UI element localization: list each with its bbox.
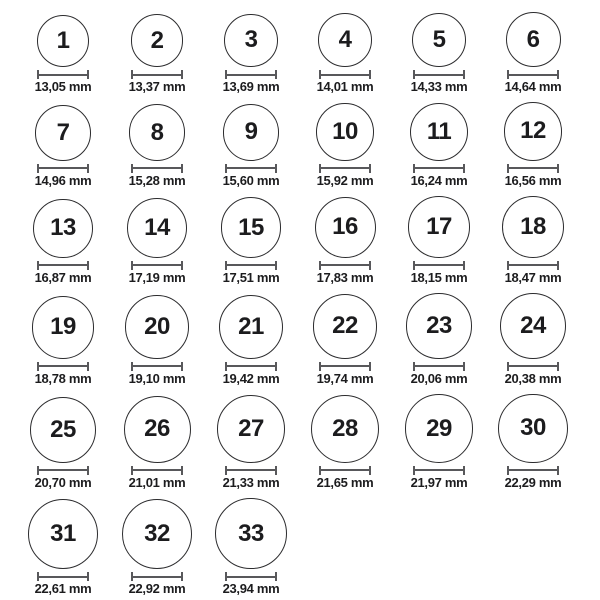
measure-bar	[133, 576, 181, 578]
ring-size-row	[16, 293, 600, 385]
measure-bar	[321, 469, 369, 471]
measure-bar	[415, 74, 463, 76]
diameter-measure-line	[413, 466, 465, 475]
ring-circle	[215, 498, 286, 569]
diameter-measure-line	[413, 362, 465, 371]
ring-size-item	[204, 197, 298, 283]
ring-size-item	[298, 103, 392, 186]
ring-size-number: 28	[332, 414, 358, 442]
ring-size-item	[204, 14, 298, 93]
ring-circle	[311, 395, 379, 463]
measure-tick-right	[181, 362, 183, 371]
measure-tick-right	[557, 466, 559, 475]
measure-tick-right	[557, 362, 559, 371]
ring-circle	[506, 12, 561, 67]
measure-tick-right	[463, 70, 465, 79]
ring-circle	[35, 105, 91, 161]
measure-bar	[509, 264, 557, 266]
diameter-label: 20,06 mm	[410, 370, 468, 386]
measure-tick-right	[275, 164, 277, 173]
ring-circle	[30, 397, 96, 463]
measure-tick-right	[87, 70, 89, 79]
ring-circle	[33, 199, 92, 258]
measure-bar	[227, 167, 275, 169]
ring-size-item	[486, 293, 580, 385]
diameter-measure-line	[37, 362, 89, 371]
diameter-label: 14,64 mm	[504, 79, 562, 94]
ring-size-number: 15	[238, 213, 264, 241]
measure-tick-right	[275, 572, 277, 581]
measure-bar	[415, 469, 463, 471]
measure-bar	[133, 469, 181, 471]
ring-size-number: 2	[150, 26, 164, 54]
measure-bar	[227, 264, 275, 266]
diameter-measure-line	[413, 70, 465, 79]
ring-size-row	[16, 196, 600, 284]
diameter-measure-line	[37, 261, 89, 270]
ring-size-number: 24	[520, 311, 546, 339]
ring-circle	[37, 15, 89, 67]
diameter-label: 21,33 mm	[222, 474, 280, 490]
ring-circle	[28, 499, 98, 569]
measure-tick-right	[275, 466, 277, 475]
ring-circle	[219, 295, 283, 359]
diameter-measure-line	[225, 466, 277, 475]
ring-circle	[221, 197, 281, 257]
ring-circle	[410, 103, 468, 161]
diameter-measure-line	[37, 70, 89, 79]
ring-size-number: 29	[426, 414, 452, 442]
measure-tick-right	[463, 261, 465, 270]
measure-tick-right	[181, 261, 183, 270]
ring-size-item	[110, 104, 204, 186]
diameter-measure-line	[319, 70, 371, 79]
diameter-measure-line	[319, 466, 371, 475]
ring-size-item	[204, 104, 298, 187]
diameter-measure-line	[37, 572, 89, 581]
ring-size-number: 10	[332, 117, 358, 145]
diameter-measure-line	[225, 362, 277, 371]
measure-tick-right	[275, 261, 277, 270]
diameter-label: 22,61 mm	[34, 581, 92, 597]
measure-bar	[509, 365, 557, 367]
measure-bar	[321, 365, 369, 367]
ring-size-number: 27	[238, 415, 264, 443]
diameter-measure-line	[37, 466, 89, 475]
diameter-label: 20,38 mm	[504, 370, 562, 386]
diameter-label: 18,78 mm	[34, 370, 92, 386]
diameter-label: 21,65 mm	[316, 474, 374, 490]
diameter-label: 20,70 mm	[34, 474, 92, 490]
ring-size-row	[16, 12, 600, 93]
ring-size-item	[298, 294, 392, 385]
diameter-label: 19,74 mm	[316, 370, 374, 386]
ring-size-chart	[16, 12, 600, 595]
measure-bar	[227, 576, 275, 578]
measure-tick-right	[463, 466, 465, 475]
measure-bar	[227, 469, 275, 471]
measure-tick-right	[463, 164, 465, 173]
diameter-measure-line	[131, 466, 183, 475]
measure-tick-right	[369, 261, 371, 270]
measure-tick-right	[369, 70, 371, 79]
diameter-label: 16,87 mm	[34, 269, 92, 285]
diameter-label: 19,42 mm	[222, 370, 280, 386]
measure-bar	[39, 365, 87, 367]
ring-size-item	[486, 394, 580, 489]
ring-size-number: 16	[332, 213, 358, 241]
diameter-label: 18,15 mm	[410, 269, 468, 285]
measure-bar	[415, 167, 463, 169]
diameter-label: 18,47 mm	[504, 269, 562, 285]
measure-bar	[321, 264, 369, 266]
diameter-label: 17,51 mm	[222, 269, 280, 285]
ring-circle	[224, 14, 277, 67]
diameter-label: 13,05 mm	[34, 79, 92, 94]
diameter-measure-line	[319, 261, 371, 270]
diameter-measure-line	[131, 362, 183, 371]
measure-bar	[39, 576, 87, 578]
ring-size-item	[16, 397, 110, 489]
diameter-label: 17,83 mm	[316, 269, 374, 285]
ring-size-item	[110, 499, 204, 596]
diameter-label: 15,28 mm	[128, 172, 186, 188]
measure-tick-right	[87, 466, 89, 475]
measure-bar	[133, 365, 181, 367]
diameter-label: 13,69 mm	[222, 79, 280, 94]
measure-tick-right	[87, 261, 89, 270]
ring-size-item	[392, 196, 486, 284]
ring-size-number: 32	[144, 519, 170, 547]
diameter-label: 21,01 mm	[128, 474, 186, 490]
ring-circle	[122, 499, 193, 570]
measure-bar	[227, 365, 275, 367]
ring-size-item	[110, 198, 204, 284]
ring-circle	[318, 13, 372, 67]
measure-bar	[133, 167, 181, 169]
ring-circle	[217, 395, 285, 463]
measure-bar	[321, 74, 369, 76]
ring-size-item	[110, 14, 204, 93]
ring-size-number: 31	[50, 520, 76, 548]
ring-circle	[316, 103, 373, 160]
ring-circle	[315, 197, 376, 258]
measure-tick-right	[181, 164, 183, 173]
diameter-label: 14,01 mm	[316, 79, 374, 94]
diameter-label: 21,97 mm	[410, 474, 468, 490]
measure-bar	[39, 74, 87, 76]
diameter-measure-line	[131, 164, 183, 173]
ring-size-number: 3	[244, 26, 258, 54]
ring-size-item	[16, 105, 110, 187]
diameter-label: 14,33 mm	[410, 79, 468, 94]
ring-size-item	[204, 395, 298, 489]
diameter-measure-line	[131, 572, 183, 581]
ring-size-number: 9	[244, 118, 258, 146]
ring-circle	[32, 296, 95, 359]
diameter-measure-line	[413, 261, 465, 270]
ring-size-number: 23	[426, 311, 452, 339]
measure-bar	[509, 74, 557, 76]
measure-tick-right	[181, 572, 183, 581]
diameter-measure-line	[225, 572, 277, 581]
ring-circle	[406, 293, 471, 358]
ring-size-number: 11	[426, 117, 452, 145]
measure-bar	[415, 264, 463, 266]
ring-size-item	[16, 499, 110, 595]
diameter-label: 14,96 mm	[34, 172, 92, 188]
ring-size-item	[204, 295, 298, 385]
diameter-measure-line	[319, 164, 371, 173]
diameter-measure-line	[319, 362, 371, 371]
measure-bar	[509, 469, 557, 471]
ring-size-number: 21	[238, 312, 264, 340]
ring-size-item	[16, 15, 110, 93]
ring-size-item	[298, 395, 392, 489]
ring-circle	[223, 104, 280, 161]
diameter-measure-line	[507, 261, 559, 270]
ring-size-item	[298, 13, 392, 93]
diameter-measure-line	[507, 164, 559, 173]
ring-size-number: 17	[426, 212, 452, 240]
ring-size-item	[392, 103, 486, 187]
diameter-label: 17,19 mm	[128, 269, 186, 285]
ring-circle	[408, 196, 470, 258]
diameter-measure-line	[225, 70, 277, 79]
diameter-label: 19,10 mm	[128, 370, 186, 386]
diameter-measure-line	[131, 70, 183, 79]
measure-tick-right	[275, 362, 277, 371]
ring-circle	[502, 196, 564, 258]
ring-circle	[124, 396, 191, 463]
ring-size-number: 8	[150, 118, 164, 146]
measure-bar	[415, 365, 463, 367]
ring-size-number: 4	[338, 26, 352, 54]
ring-size-item	[204, 498, 298, 595]
measure-tick-right	[557, 70, 559, 79]
measure-bar	[321, 167, 369, 169]
ring-size-row	[16, 102, 600, 187]
measure-bar	[39, 264, 87, 266]
measure-tick-right	[181, 70, 183, 79]
diameter-label: 16,56 mm	[504, 172, 562, 188]
ring-size-number: 26	[144, 415, 170, 443]
ring-size-number: 5	[432, 25, 446, 53]
diameter-measure-line	[131, 261, 183, 270]
ring-size-number: 25	[50, 415, 76, 443]
diameter-label: 15,60 mm	[222, 172, 280, 188]
diameter-measure-line	[507, 362, 559, 371]
ring-size-number: 33	[238, 519, 264, 547]
measure-bar	[509, 167, 557, 169]
ring-size-number: 14	[144, 213, 170, 241]
measure-tick-right	[369, 164, 371, 173]
diameter-measure-line	[413, 164, 465, 173]
measure-tick-right	[369, 362, 371, 371]
diameter-measure-line	[225, 261, 277, 270]
ring-circle	[405, 394, 474, 463]
ring-circle	[504, 102, 563, 161]
ring-size-number: 18	[520, 212, 546, 240]
ring-size-number: 22	[332, 312, 358, 340]
ring-circle	[125, 295, 188, 358]
ring-circle	[500, 293, 566, 359]
ring-size-number: 13	[50, 214, 76, 242]
diameter-label: 13,37 mm	[128, 79, 186, 94]
ring-circle	[498, 394, 567, 463]
ring-size-item	[392, 293, 486, 384]
diameter-measure-line	[37, 164, 89, 173]
diameter-label: 23,94 mm	[222, 581, 280, 597]
ring-size-item	[392, 394, 486, 489]
ring-circle	[412, 13, 466, 67]
measure-tick-right	[369, 466, 371, 475]
measure-tick-right	[463, 362, 465, 371]
measure-tick-right	[557, 261, 559, 270]
ring-size-item	[110, 396, 204, 489]
diameter-measure-line	[507, 466, 559, 475]
ring-size-item	[486, 196, 580, 284]
measure-tick-right	[87, 362, 89, 371]
ring-circle	[129, 104, 185, 160]
ring-size-number: 19	[50, 313, 76, 341]
ring-circle	[127, 198, 187, 258]
diameter-label: 15,92 mm	[316, 172, 374, 188]
diameter-label: 22,29 mm	[504, 474, 562, 490]
ring-size-number: 30	[520, 414, 546, 442]
ring-circle	[313, 294, 378, 359]
ring-size-number: 7	[56, 118, 70, 146]
diameter-measure-line	[225, 164, 277, 173]
ring-size-row	[16, 394, 600, 489]
measure-bar	[133, 264, 181, 266]
ring-size-item	[392, 13, 486, 93]
measure-tick-right	[181, 466, 183, 475]
ring-size-number: 1	[56, 27, 70, 54]
measure-tick-right	[87, 164, 89, 173]
ring-size-item	[16, 296, 110, 385]
measure-bar	[227, 74, 275, 76]
ring-size-number: 20	[144, 312, 170, 340]
measure-tick-right	[87, 572, 89, 581]
measure-bar	[133, 74, 181, 76]
ring-size-item	[16, 199, 110, 284]
ring-size-item	[486, 12, 580, 93]
diameter-measure-line	[507, 70, 559, 79]
measure-bar	[39, 167, 87, 169]
ring-size-number: 6	[526, 25, 540, 53]
ring-size-number: 12	[520, 117, 546, 145]
ring-size-row	[16, 498, 600, 595]
diameter-label: 16,24 mm	[410, 172, 468, 188]
ring-size-item	[298, 197, 392, 284]
measure-bar	[39, 469, 87, 471]
measure-tick-right	[557, 164, 559, 173]
measure-tick-right	[275, 70, 277, 79]
ring-circle	[131, 14, 184, 67]
ring-size-item	[486, 102, 580, 187]
ring-size-item	[110, 295, 204, 384]
diameter-label: 22,92 mm	[128, 581, 186, 597]
